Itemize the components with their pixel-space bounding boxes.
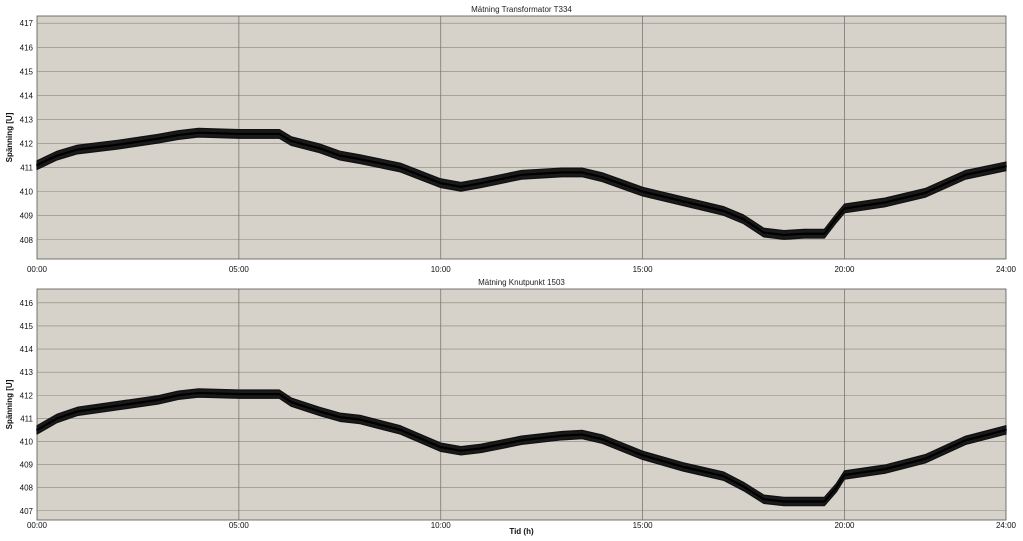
data-point — [319, 147, 321, 149]
data-point — [1005, 165, 1007, 167]
data-point — [521, 439, 523, 441]
y-tick-label: 411 — [20, 414, 33, 424]
data-point — [581, 434, 583, 436]
y-tick-label: 408 — [19, 235, 33, 245]
data-point — [56, 417, 58, 419]
data-point — [836, 217, 838, 219]
data-point — [339, 416, 341, 418]
y-tick-label: 414 — [19, 345, 33, 355]
data-point — [924, 458, 926, 460]
data-point — [319, 411, 321, 413]
data-point — [783, 234, 785, 236]
x-tick-label: 00:00 — [26, 521, 48, 530]
data-point — [803, 233, 805, 235]
data-point — [924, 192, 926, 194]
data-point — [460, 186, 462, 188]
data-point — [117, 405, 119, 407]
data-point — [561, 435, 563, 437]
data-point — [76, 411, 78, 413]
data-point — [743, 218, 745, 220]
y-tick-label: 408 — [19, 483, 33, 493]
chart-panel-2 — [5, 278, 1017, 536]
data-point — [399, 429, 401, 431]
data-point — [238, 393, 240, 395]
data-point — [157, 138, 159, 140]
x-tick-label: 20:00 — [834, 521, 855, 530]
data-point — [682, 200, 684, 202]
y-tick-label: 413 — [19, 115, 33, 125]
x-axis-label: Tid (h) — [509, 527, 534, 536]
y-tick-label: 415 — [19, 321, 33, 331]
y-tick-label: 416 — [19, 43, 33, 53]
data-point — [642, 191, 644, 193]
data-point — [722, 475, 724, 477]
data-point — [440, 446, 442, 448]
x-tick-label: 20:00 — [834, 265, 855, 274]
data-point — [399, 167, 401, 169]
data-point — [601, 176, 603, 178]
data-point — [642, 454, 644, 456]
data-point — [359, 419, 361, 421]
data-point — [823, 501, 825, 503]
data-point — [56, 155, 58, 157]
data-point — [36, 164, 38, 166]
data-point — [440, 182, 442, 184]
data-point — [278, 133, 280, 135]
data-point — [743, 486, 745, 488]
data-point — [290, 401, 292, 403]
chart-title: Mätning Transformator T334 — [471, 5, 572, 14]
data-point — [117, 144, 119, 146]
y-tick-label: 412 — [19, 391, 33, 401]
x-tick-label: 15:00 — [632, 265, 653, 274]
data-point — [803, 501, 805, 503]
data-point — [1005, 429, 1007, 431]
y-tick-label: 413 — [19, 368, 33, 378]
y-tick-label: 411 — [20, 163, 33, 173]
data-point — [763, 232, 765, 234]
y-tick-label: 416 — [19, 298, 33, 308]
x-tick-label: 05:00 — [228, 521, 249, 530]
data-point — [290, 140, 292, 142]
y-tick-label: 414 — [19, 91, 33, 101]
x-tick-label: 10:00 — [430, 521, 451, 530]
data-point — [177, 394, 179, 396]
x-tick-label: 00:00 — [26, 265, 48, 274]
x-tick-label: 24:00 — [995, 265, 1017, 274]
x-tick-label: 05:00 — [228, 265, 249, 274]
data-point — [480, 182, 482, 184]
data-point — [783, 501, 785, 503]
x-tick-label: 10:00 — [430, 265, 451, 274]
data-point — [884, 202, 886, 204]
y-tick-label: 410 — [19, 187, 33, 197]
data-point — [157, 399, 159, 401]
y-tick-label: 409 — [19, 460, 33, 470]
data-point — [36, 429, 38, 431]
y-tick-label: 415 — [19, 67, 33, 77]
data-point — [460, 450, 462, 452]
data-point — [339, 155, 341, 157]
y-tick-label: 412 — [19, 139, 33, 149]
data-point — [722, 210, 724, 212]
data-point — [278, 393, 280, 395]
data-point — [177, 134, 179, 136]
data-point — [823, 233, 825, 235]
data-point — [965, 439, 967, 441]
data-point — [836, 487, 838, 489]
x-tick-label: 24:00 — [995, 521, 1017, 530]
plot-area — [37, 289, 1006, 520]
data-point — [238, 133, 240, 135]
chart-panel-1 — [5, 5, 1017, 274]
data-point — [884, 468, 886, 470]
y-axis-label: Spänning [U] — [5, 379, 14, 430]
y-tick-label: 410 — [19, 437, 33, 447]
data-point — [601, 438, 603, 440]
data-point — [198, 132, 200, 134]
data-point — [682, 466, 684, 468]
y-axis-label: Spänning [U] — [5, 112, 14, 163]
data-point — [198, 392, 200, 394]
data-point — [561, 171, 563, 173]
data-point — [581, 171, 583, 173]
data-point — [965, 174, 967, 176]
y-tick-label: 417 — [19, 19, 33, 29]
data-point — [480, 447, 482, 449]
data-point — [76, 149, 78, 151]
data-point — [521, 174, 523, 176]
y-tick-label: 407 — [19, 506, 33, 516]
data-point — [844, 474, 846, 476]
data-point — [763, 498, 765, 500]
chart-title: Mätning Knutpunkt 1503 — [478, 278, 565, 287]
data-point — [359, 158, 361, 160]
data-point — [844, 208, 846, 210]
x-tick-label: 15:00 — [632, 521, 653, 530]
y-tick-label: 409 — [19, 211, 33, 221]
